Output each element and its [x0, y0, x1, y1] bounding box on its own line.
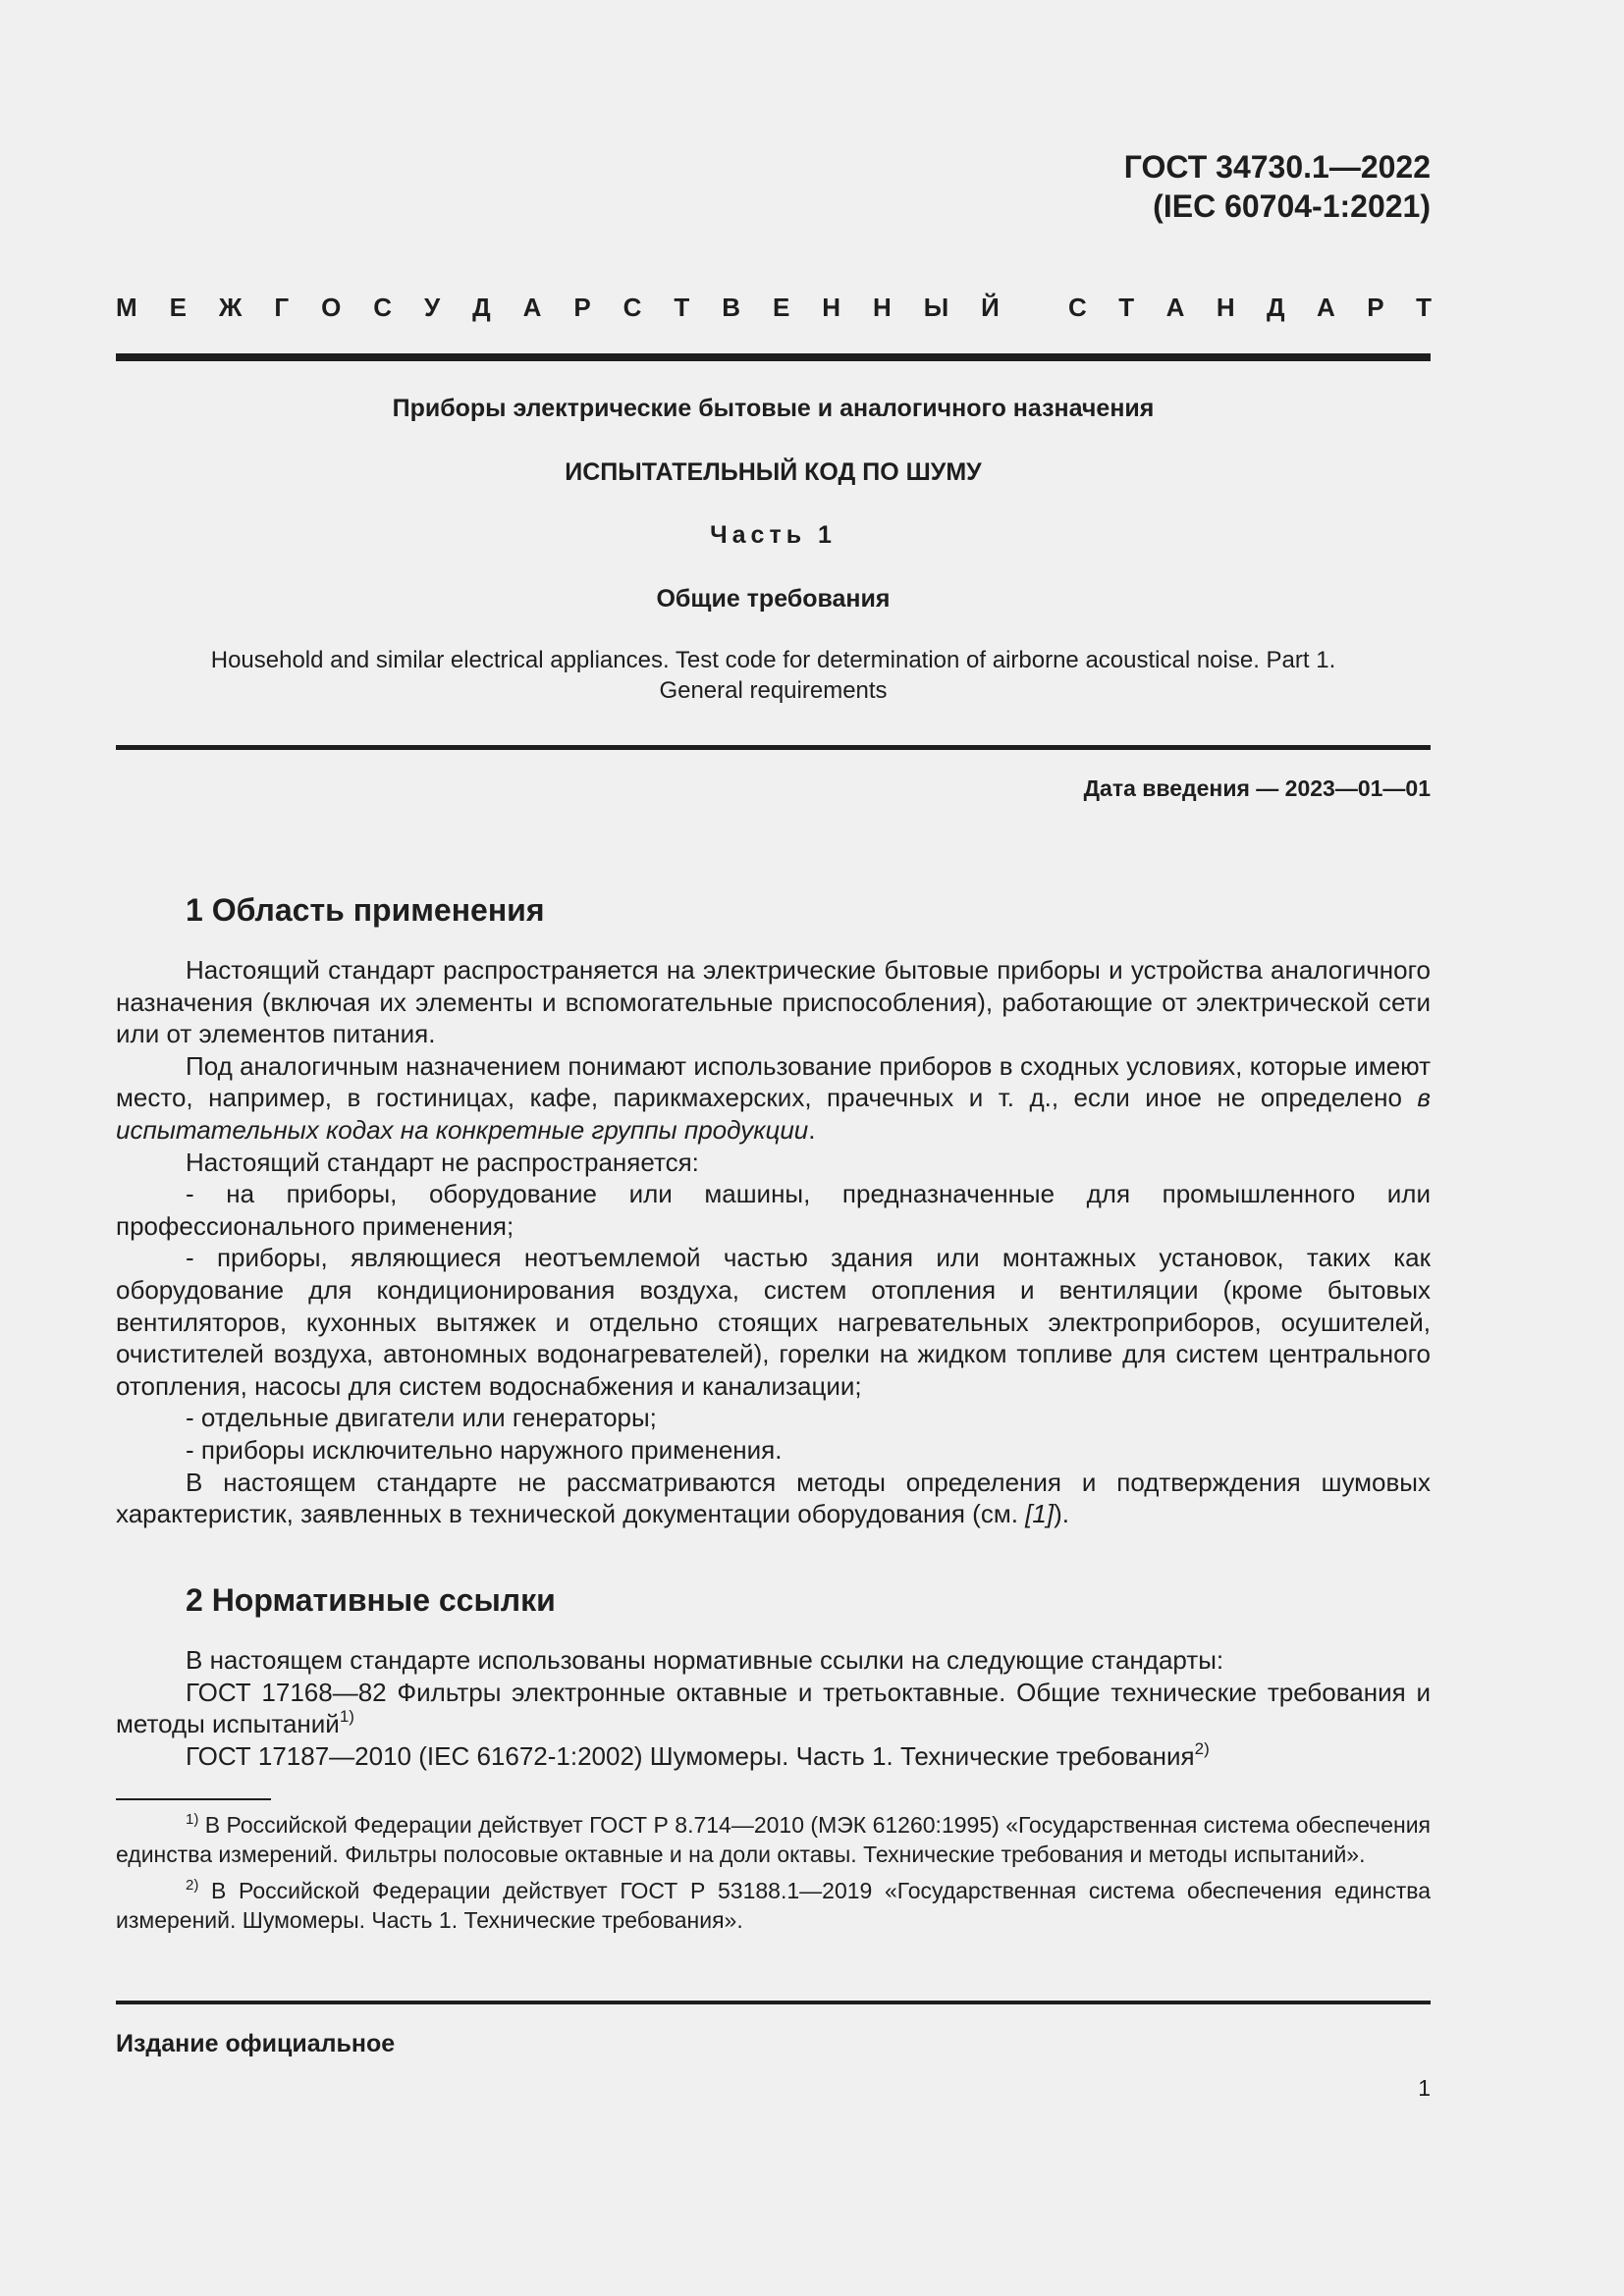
letter: А: [1317, 293, 1335, 322]
letter: Ы: [923, 293, 949, 322]
title-main: ИСПЫТАТЕЛЬНЫЙ КОД ПО ШУМУ: [565, 458, 982, 486]
section-2-heading: 2 Нормативные ссылки: [186, 1582, 556, 1618]
letter: О: [321, 293, 342, 322]
section-2-body: [116, 1644, 1431, 1772]
section-1-body: [116, 954, 1431, 1530]
intro-date: Дата введения — 2023—01—01: [1083, 775, 1431, 801]
title-en: [116, 645, 1431, 706]
letter: У: [424, 293, 441, 322]
letter: А: [1165, 293, 1185, 322]
letter: Ж: [218, 293, 243, 322]
list-item: - на приборы, оборудование или машины, предназначенные для промышленного или профессионального применения;: [116, 1179, 1431, 1241]
list-item: - приборы исключительно наружного применения.: [186, 1434, 783, 1465]
letter: Т: [1118, 293, 1135, 322]
title-en-line2: General requirements: [659, 677, 888, 704]
letter: Е: [169, 293, 187, 322]
letter: Е: [772, 293, 790, 322]
letter: Н: [873, 293, 892, 322]
letter: Й: [981, 293, 1000, 322]
doc-number-international: (IEC 60704-1:2021): [1153, 188, 1431, 224]
letter: Р: [573, 293, 591, 322]
letter: Т: [674, 293, 690, 322]
reference-text: ГОСТ 17187—2010 (IEC 61672-1:2002) Шумомеры. Часть 1. Технические требования: [186, 1740, 1195, 1771]
list-item: - отдельные двигатели или генераторы;: [186, 1403, 657, 1433]
letter: М: [116, 293, 137, 322]
section-1-heading: 1 Область применения: [186, 892, 545, 928]
reference-link: [1]: [1025, 1499, 1055, 1529]
footnote-text: В Российской Федерации действует ГОСТ Р 8.714—2010 (МЭК 61260:1995) «Государственная система обеспечения единства измерений. Фильтры полосовые октавные и на доли октавы. Технические требования и методы испытаний».: [116, 1812, 1431, 1867]
page-number: 1: [1418, 2075, 1431, 2101]
letter: Д: [1267, 293, 1285, 322]
letter: Д: [472, 293, 491, 322]
footnote-text: В Российской Федерации действует ГОСТ Р 53188.1—2019 «Государственная система обеспечения единства измерений. Шумомеры. Часть 1. Технические требования».: [116, 1878, 1431, 1933]
footnote-separator: [116, 1798, 271, 1800]
standard-type: [116, 293, 1432, 323]
paragraph-text: ).: [1054, 1499, 1069, 1529]
footnotes: [116, 1811, 1431, 1943]
footnote: [116, 1877, 1431, 1935]
letter: В: [722, 293, 741, 322]
title-rule: [116, 745, 1431, 750]
doc-number-national: ГОСТ 34730.1—2022: [1123, 149, 1431, 185]
paragraph: Настоящий стандарт не распространяется:: [186, 1147, 699, 1177]
letter: Н: [1216, 293, 1235, 322]
letter: Н: [822, 293, 841, 322]
paragraph-text: .: [808, 1114, 816, 1145]
italic-text: в испытательных кодах на конкретные группы продукции: [116, 1083, 1431, 1145]
reference-item: [116, 1677, 1431, 1740]
paragraph: [116, 1467, 1431, 1530]
footnote: [116, 1811, 1431, 1869]
footer-rule: [116, 2001, 1431, 2004]
subtitle: Общие требования: [656, 585, 891, 613]
letter: С: [373, 293, 393, 322]
edition-label: Издание официальное: [116, 2030, 396, 2057]
letter: С: [1068, 293, 1087, 322]
footnote-mark: 2): [1194, 1738, 1210, 1758]
footnote-mark: 1): [339, 1707, 354, 1727]
reference-item: [116, 1740, 1431, 1773]
reference-text: ГОСТ 17168—82 Фильтры электронные октавные и третьоктавные. Общие технические требования и методы испытаний: [116, 1677, 1431, 1739]
letter: Г: [274, 293, 290, 322]
standard-type-word2: [1068, 293, 1432, 323]
paragraph: [116, 1050, 1431, 1147]
footnote-mark: 1): [186, 1811, 199, 1828]
letter: Т: [1416, 293, 1432, 322]
title-ru: Приборы электрические бытовые и аналогичного назначения: [392, 395, 1155, 422]
letter: С: [623, 293, 642, 322]
list-item: - приборы, являющиеся неотъемлемой частью здания или монтажных установок, таких как оборудование для кондиционирования воздуха, систем отопления и вентиляции (кроме бытовых вентиляторов, кухонных вытяжек и отдельно стоящих нагревательных электроприборов, осушителей, очистителей воздуха, автономных водонагревателей), горелки на жидком топливе для систем центрального отопления, насосы для систем водоснабжения и канализации;: [116, 1243, 1431, 1401]
letter: Р: [1367, 293, 1384, 322]
paragraph-text: Под аналогичным назначением понимают использование приборов в сходных условиях, которые имеют место, например, в гостиницах, кафе, парикмахерских, прачечных и т. д., если иное не определено: [116, 1050, 1431, 1113]
standard-type-word1: [116, 293, 1000, 323]
footnote-mark: 2): [186, 1877, 199, 1894]
title-en-line1: Household and similar electrical appliances. Test code for determination of airborne acoustical noise. Part 1.: [210, 647, 1336, 673]
paragraph-text: В настоящем стандарте не рассматриваются методы определения и подтверждения шумовых характеристик, заявленных в технической документации оборудования (см.: [116, 1467, 1431, 1529]
paragraph: Настоящий стандарт распространяется на электрические бытовые приборы и устройства аналогичного назначения (включая их элементы и вспомогательные приспособления), работающие от электрической сети или от элементов питания.: [116, 955, 1431, 1049]
paragraph: В настоящем стандарте использованы нормативные ссылки на следующие стандарты:: [186, 1645, 1224, 1675]
part-label: Часть 1: [710, 521, 837, 549]
letter: А: [522, 293, 542, 322]
document-number: [1124, 147, 1431, 226]
header-rule: [116, 353, 1431, 361]
